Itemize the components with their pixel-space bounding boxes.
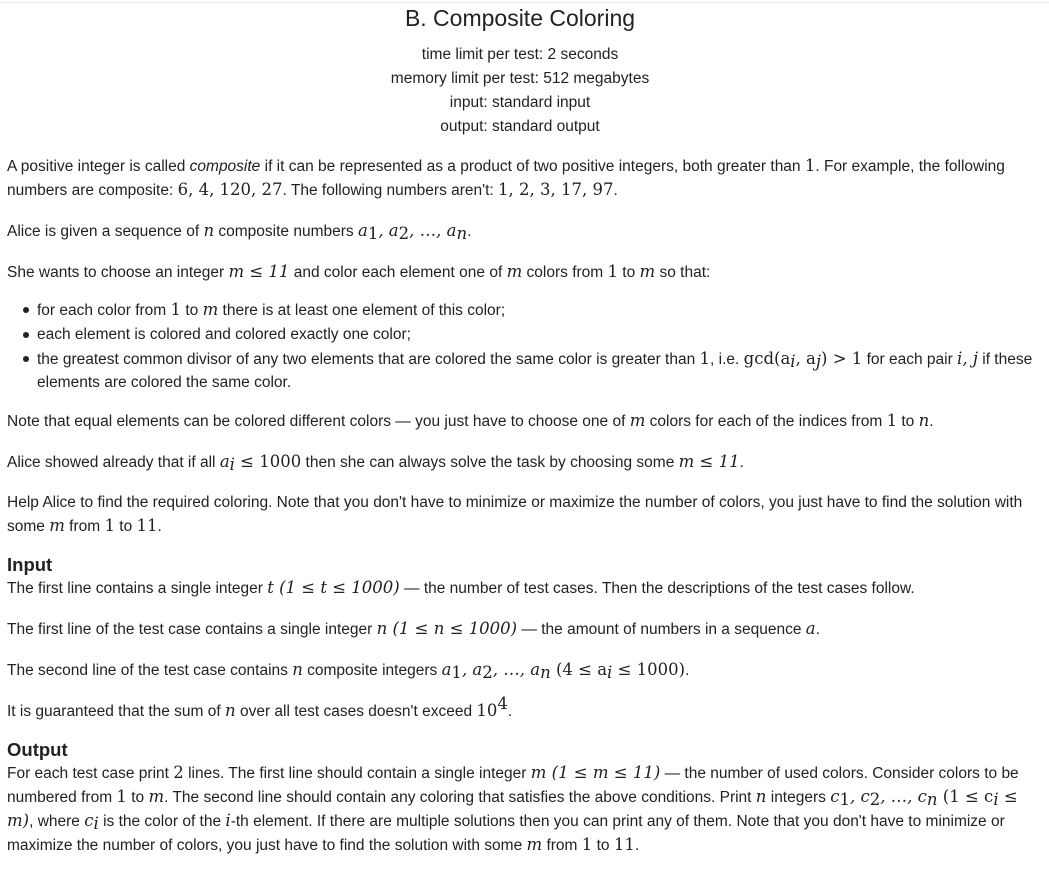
- legend-paragraph-1: A positive integer is called composite if it can be represented as a product of two positive integers, both greater than 1. For example, the following numbers are composite: 6, 4, 120, 27. The following numbers aren't: 1, 2, 3, 17, 97.: [7, 156, 1005, 199]
- condition-item-2: each element is colored and colored exactly one color;: [37, 323, 1037, 346]
- conditions-list: [7, 298, 1037, 394]
- legend-paragraph-3: She wants to choose an integer m ≤ 11 and color each element one of m colors from 1 to m so that:: [7, 262, 711, 281]
- input-paragraph-2: The first line of the test case contains a single integer n (1 ≤ n ≤ 1000) — the amount of numbers in a sequence a.: [7, 619, 820, 638]
- output-file: output: standard output: [440, 118, 600, 135]
- legend-paragraph-5: Alice showed already that if all $a_i \le 1000$ then she can always solve the task by choosing some m ≤ 11.: [7, 452, 744, 474]
- output-paragraph-1: For each test case print 2 lines. The first line should contain a single integer m (1 ≤ m ≤ 11) — the number of used colors. Consider colors to be numbered from 1 to m. The second line should contain any coloring that satisfies the above conditions. Print n integers $c_1$, $c_2$, …, $c_n$ $(1 \le c_i \le m)$, where $c_i$ is the color of the i-th element. If there are multiple solutions then you can print any of them. Note that you don't have to minimize or maximize the number of colors, you just have to find the solution with some m from 1 to 11.: [7, 763, 1019, 854]
- input-paragraph-3: The second line of the test case contains n composite integers $a_1$, $a_2$, …, $a_n$ $(4 \le a_i \le 1000)$.: [7, 660, 690, 682]
- legend-paragraph-6: Help Alice to find the required coloring. Note that you don't have to minimize or maximize the number of colors, you just have to find the solution with some m from 1 to 11.: [7, 494, 1023, 535]
- output-section-title: Output: [7, 739, 68, 760]
- memory-limit: memory limit per test: 512 megabytes: [390, 70, 650, 87]
- legend-paragraph-4: Note that equal elements can be colored different colors — you just have to choose one of m colors for each of the indices from 1 to n.: [7, 411, 934, 430]
- condition-item-3: the greatest common divisor of any two elements that are colored the same color is greater than 1, i.e. $\gcd(a_i$, $a_j) > 1$ for each pair i, j if these elements are colored the same color.: [37, 347, 1037, 394]
- problem-header: [0, 0, 1040, 139]
- problem-statement: [7, 154, 1037, 874]
- condition-item-1: for each color from 1 to m there is at least one element of this color;: [37, 298, 1037, 322]
- input-paragraph-4: It is guaranteed that the sum of n over all test cases doesn't exceed $10^4$.: [7, 694, 513, 720]
- time-limit: time limit per test: 2 seconds: [421, 46, 619, 63]
- problem-limits: [0, 43, 1040, 139]
- input-paragraph-1: The first line contains a single integer t (1 ≤ t ≤ 1000) — the number of test cases. Then the descriptions of the test cases follow.: [7, 578, 915, 597]
- input-section-title: Input: [7, 554, 53, 575]
- legend-paragraph-2: Alice is given a sequence of n composite numbers $a_1$, $a_2$, …, $a_n$.: [7, 221, 472, 243]
- input-file: input: standard input: [449, 94, 591, 111]
- problem-title: B. Composite Coloring: [404, 5, 636, 31]
